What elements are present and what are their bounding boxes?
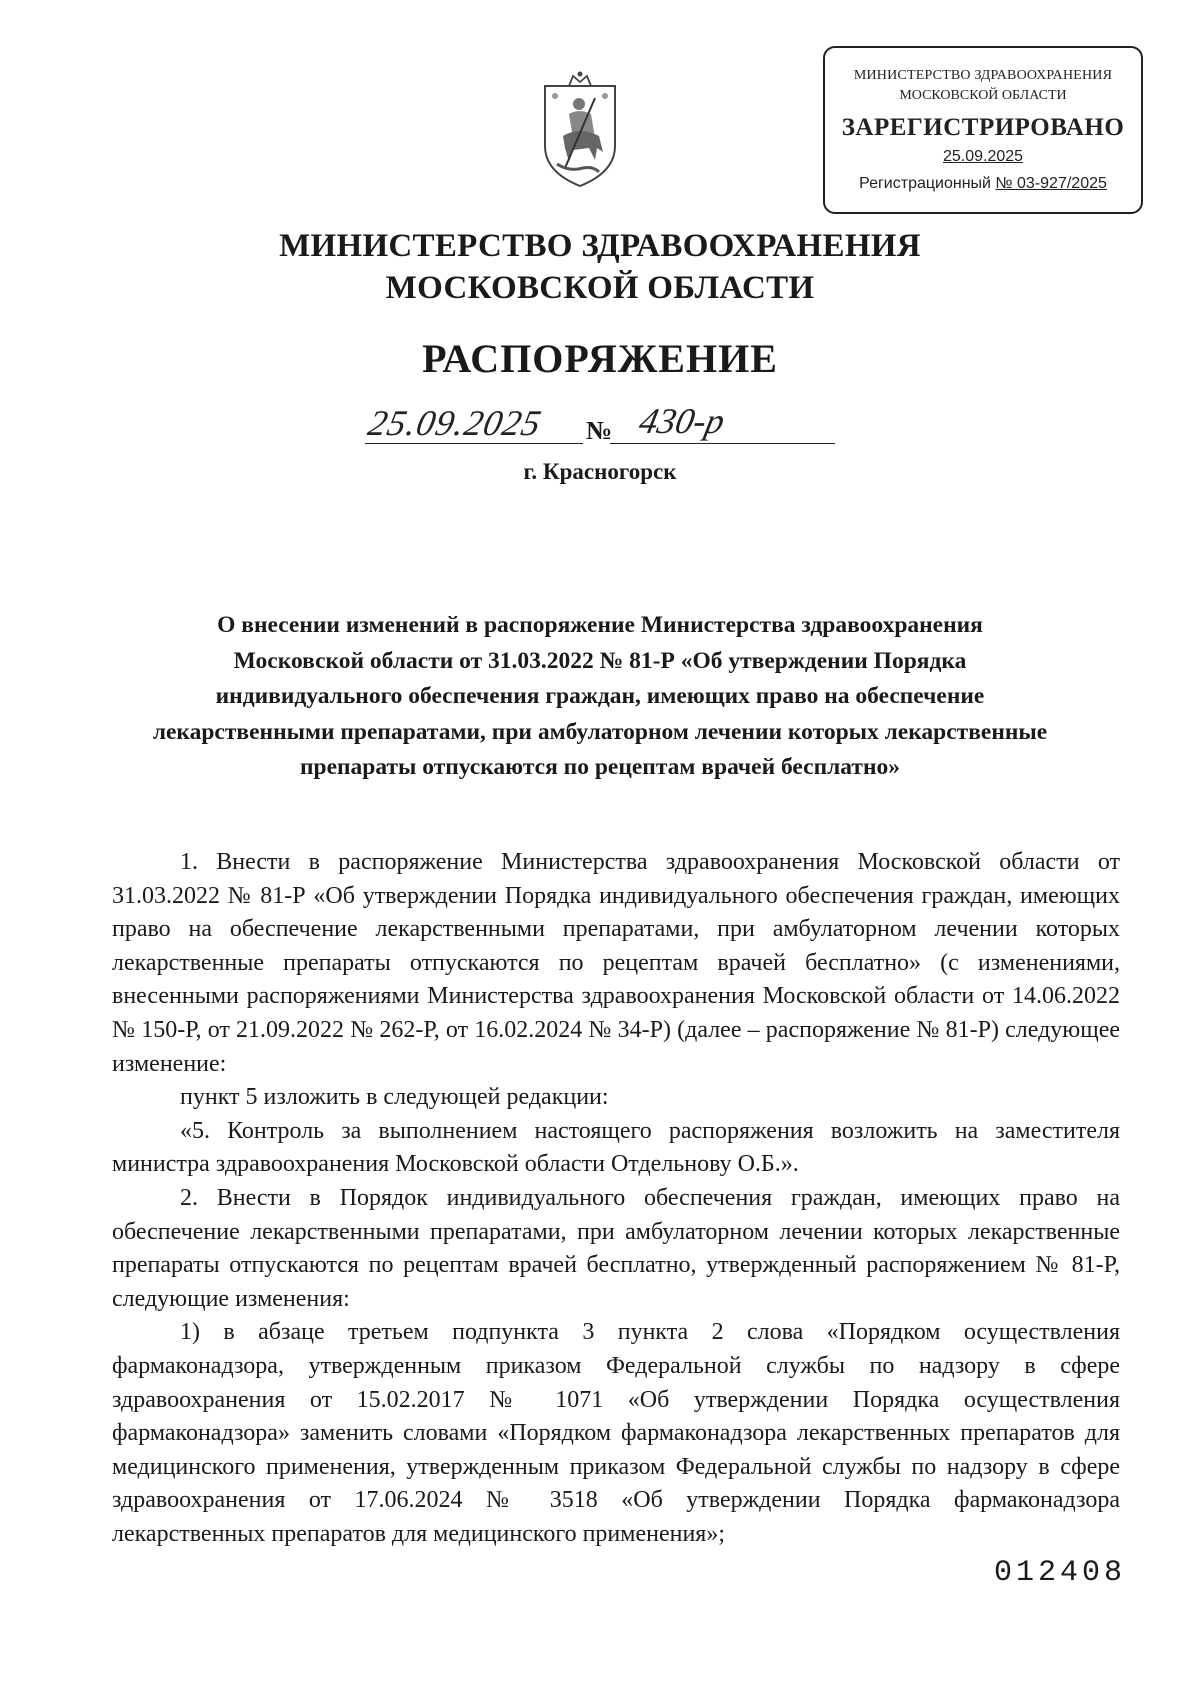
document-type-title: РАСПОРЯЖЕНИЕ <box>422 336 778 381</box>
date-underline <box>365 443 583 444</box>
document-body <box>112 846 1120 1551</box>
stamp-ministry-line1: МИНИСТЕРСТВО ЗДРАВООХРАНЕНИЯ <box>853 68 1113 83</box>
number-sign: № <box>586 416 613 445</box>
ministry-name-line2: МОСКОВСКОЙ ОБЛАСТИ <box>385 270 815 306</box>
form-serial-number: 012408 <box>994 1556 1127 1590</box>
stamp-registration <box>825 175 1141 193</box>
body-paragraph: пункт 5 изложить в следующей редакции: <box>180 1084 609 1111</box>
moscow-oblast-coat-of-arms-icon <box>539 68 621 192</box>
handwritten-number: 430-р <box>635 401 729 441</box>
stamp-registration-label: Регистрационный <box>859 175 996 192</box>
subject-line: О внесении изменений в распоряжение Министерства здравоохранения <box>217 612 983 638</box>
stamp-date: 25.09.2025 <box>942 148 1024 165</box>
subject-line: лекарственными препаратами, при амбулаторном лечении которых лекарственные <box>152 718 1048 745</box>
document-subject <box>110 608 1090 786</box>
body-paragraph: 1. Внести в распоряжение Министерства здравоохранения Московской области от 31.03.2022 № 81-Р «Об утверждении Порядка индивидуального обеспечения граждан, имеющих право на обеспечение лекарственными препаратами, при амбулаторном лечении которых лекарственные препараты отпускаются по рецептам врачей бесплатно» (с изменениями, внесенными распоряжениями Министерства здравоохранения Московской области от 14.06.2022 № 150-Р, от 21.09.2022 № 262-Р, от 16.02.2024 № 34-Р) (далее – распоряжение № 81-Р) следующее изменение: <box>112 849 1120 1077</box>
body-paragraph: 2. Внести в Порядок индивидуального обеспечения граждан, имеющих право на обеспечение лекарственными препаратами, при амбулаторном лечении которых лекарственные препараты отпускаются по рецептам врачей бесплатно, утвержденный распоряжением № 81-Р, следующие изменения: <box>112 1184 1120 1312</box>
body-paragraph: «5. Контроль за выполнением настоящего распоряжения возложить на заместителя министра здравоохранения Московской области Отдельнову О.Б.». <box>112 1117 1120 1178</box>
subject-line: Московской области от 31.03.2022 № 81-Р «Об утверждении Порядка <box>233 647 967 674</box>
stamp-ministry-line2: МОСКОВСКОЙ ОБЛАСТИ <box>899 88 1067 103</box>
handwritten-date: 25.09.2025 <box>364 403 546 443</box>
subject-line: индивидуального обеспечения граждан, имеющих право на обеспечение <box>215 683 985 709</box>
number-underline <box>610 443 835 444</box>
ministry-name <box>0 225 1200 309</box>
stamp-registration-number: № 03-927/2025 <box>995 175 1107 192</box>
registration-stamp <box>823 46 1143 214</box>
ministry-name-line1: МИНИСТЕРСТВО ЗДРАВООХРАНЕНИЯ <box>279 228 921 264</box>
subject-line: препараты отпускаются по рецептам врачей бесплатно» <box>299 754 901 780</box>
city-name: г. Красногорск <box>523 459 677 484</box>
stamp-status: ЗАРЕГИСТРИРОВАНО <box>841 114 1125 141</box>
date-number-line <box>355 401 845 445</box>
body-paragraph: 1) в абзаце третьем подпункта 3 пункта 2 слова «Порядком осуществления фармаконадзора, утвержденным приказом Федеральной службы по надзору в сфере здравоохранения от 15.02.2017 № 1071 «Об утверждении Порядка осуществления фармаконадзора» заменить словами «Порядком фармаконадзора лекарственных препаратов для медицинского применения, утвержденным приказом Федеральной службы по надзору в сфере здравоохранения от 17.06.2024 № 3518 «Об утверждении Порядка фармаконадзора лекарственных препаратов для медицинского применения»; <box>112 1319 1120 1547</box>
